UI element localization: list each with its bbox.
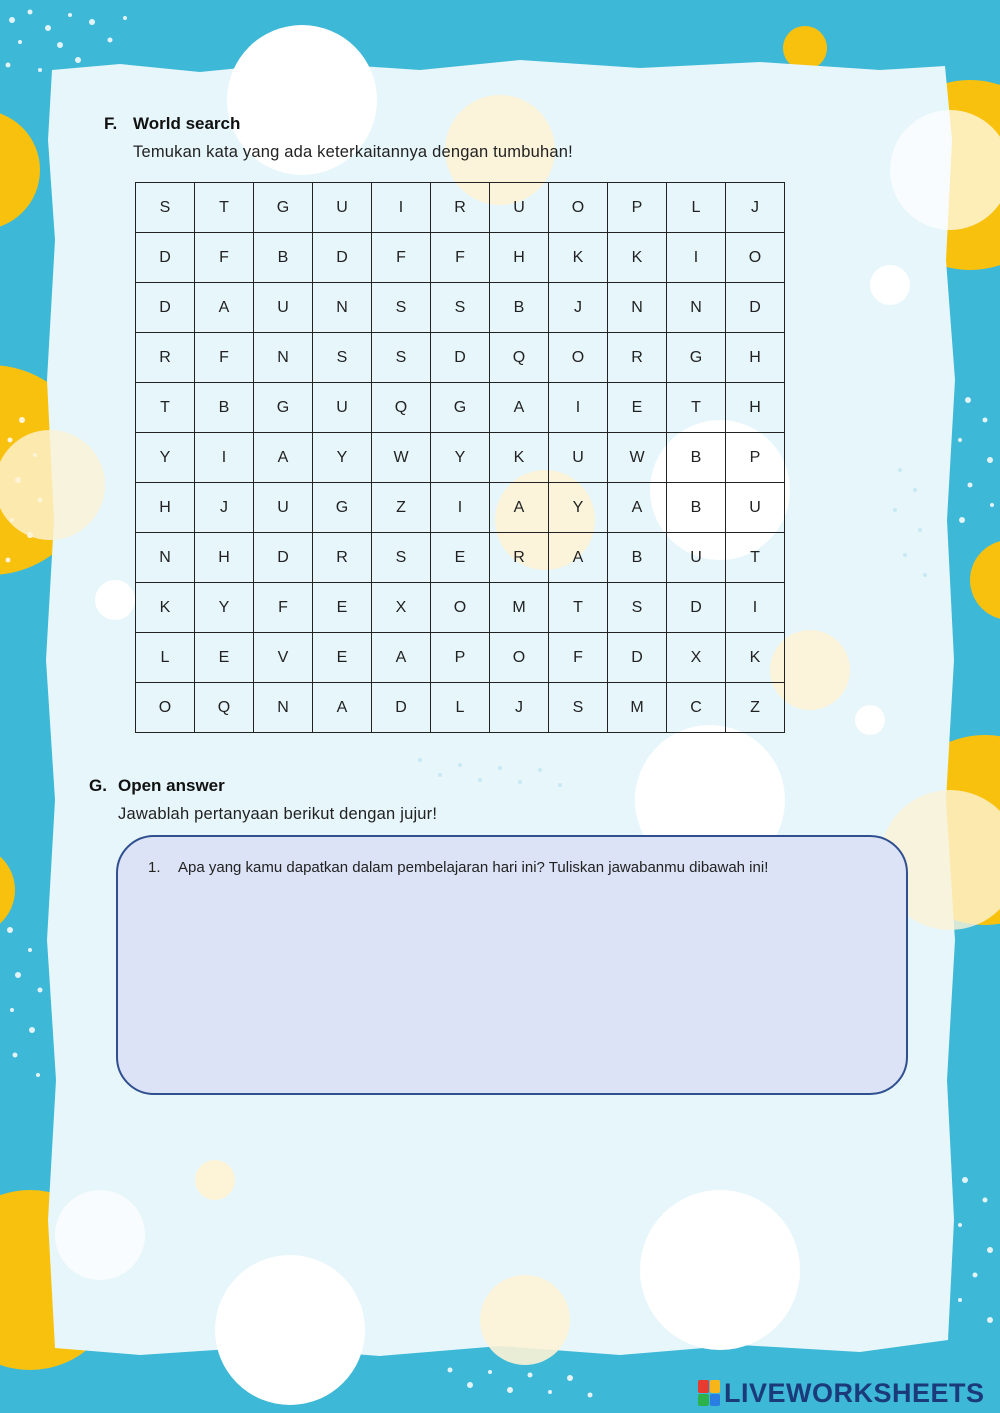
grid-row <box>136 433 785 483</box>
grid-cell[interactable]: H <box>490 233 549 283</box>
grid-cell[interactable]: A <box>608 483 667 533</box>
grid-cell[interactable]: I <box>195 433 254 483</box>
grid-cell[interactable]: A <box>254 433 313 483</box>
grid-row <box>136 383 785 433</box>
liveworksheets-logo[interactable] <box>698 1378 985 1408</box>
grid-row <box>136 683 785 733</box>
word-search-grid[interactable] <box>135 182 785 733</box>
grid-cell[interactable]: L <box>667 183 726 233</box>
grid-cell[interactable]: T <box>667 383 726 433</box>
grid-cell[interactable]: H <box>726 383 785 433</box>
grid-cell[interactable]: D <box>608 633 667 683</box>
grid-cell[interactable]: T <box>549 583 608 633</box>
grid-cell[interactable]: K <box>608 233 667 283</box>
grid-cell[interactable]: S <box>549 683 608 733</box>
grid-cell[interactable]: X <box>372 583 431 633</box>
grid-cell[interactable]: O <box>490 633 549 683</box>
section-g-instruction: Jawablah pertanyaan berikut dengan jujur! <box>118 805 438 823</box>
grid-cell[interactable]: W <box>608 433 667 483</box>
grid-cell[interactable]: K <box>549 233 608 283</box>
grid-cell[interactable]: Q <box>372 383 431 433</box>
grid-cell[interactable]: F <box>431 233 490 283</box>
grid-cell[interactable]: Y <box>195 583 254 633</box>
grid-cell[interactable]: K <box>726 633 785 683</box>
section-f-title: World search <box>133 114 241 133</box>
grid-cell[interactable]: O <box>549 183 608 233</box>
grid-cell[interactable]: I <box>431 483 490 533</box>
grid-cell[interactable]: J <box>195 483 254 533</box>
grid-cell[interactable]: P <box>431 633 490 683</box>
grid-cell[interactable]: B <box>667 433 726 483</box>
grid-cell[interactable]: U <box>254 483 313 533</box>
grid-cell[interactable]: V <box>254 633 313 683</box>
open-answer-box[interactable] <box>116 835 908 1095</box>
grid-cell[interactable]: Q <box>195 683 254 733</box>
grid-cell[interactable]: U <box>254 283 313 333</box>
grid-cell[interactable]: U <box>313 183 372 233</box>
answer-text-area[interactable] <box>148 889 876 1069</box>
grid-cell[interactable]: D <box>136 233 195 283</box>
grid-cell[interactable]: R <box>608 333 667 383</box>
grid-cell[interactable]: E <box>431 533 490 583</box>
grid-cell[interactable]: E <box>313 583 372 633</box>
section-g-letter: G. <box>89 776 107 795</box>
section-g-title: Open answer <box>118 776 225 795</box>
grid-row <box>136 183 785 233</box>
grid-row <box>136 283 785 333</box>
grid-cell[interactable]: U <box>667 533 726 583</box>
grid-cell[interactable]: G <box>431 383 490 433</box>
grid-cell[interactable]: W <box>372 433 431 483</box>
grid-cell[interactable]: M <box>490 583 549 633</box>
grid-cell[interactable]: B <box>195 383 254 433</box>
grid-cell[interactable]: N <box>313 283 372 333</box>
grid-cell[interactable]: G <box>313 483 372 533</box>
grid-cell[interactable]: P <box>608 183 667 233</box>
grid-cell[interactable]: S <box>608 583 667 633</box>
grid-cell[interactable]: S <box>313 333 372 383</box>
grid-cell[interactable]: R <box>136 333 195 383</box>
grid-cell[interactable]: U <box>313 383 372 433</box>
grid-cell[interactable]: C <box>667 683 726 733</box>
grid-cell[interactable]: A <box>490 383 549 433</box>
grid-cell[interactable]: L <box>136 633 195 683</box>
grid-row <box>136 233 785 283</box>
grid-cell[interactable]: R <box>313 533 372 583</box>
grid-cell[interactable]: U <box>490 183 549 233</box>
grid-cell[interactable]: Z <box>726 683 785 733</box>
grid-cell[interactable]: M <box>608 683 667 733</box>
grid-cell[interactable]: Q <box>490 333 549 383</box>
grid-cell[interactable]: S <box>372 533 431 583</box>
grid-cell[interactable]: S <box>372 333 431 383</box>
grid-cell[interactable]: G <box>667 333 726 383</box>
grid-cell[interactable]: D <box>254 533 313 583</box>
grid-cell[interactable]: I <box>549 383 608 433</box>
grid-cell[interactable]: E <box>313 633 372 683</box>
grid-cell[interactable]: N <box>254 333 313 383</box>
grid-cell[interactable]: N <box>608 283 667 333</box>
grid-cell[interactable]: S <box>372 283 431 333</box>
grid-row <box>136 483 785 533</box>
grid-cell[interactable]: G <box>254 383 313 433</box>
grid-cell[interactable]: H <box>726 333 785 383</box>
grid-cell[interactable]: F <box>195 333 254 383</box>
grid-cell[interactable]: F <box>372 233 431 283</box>
grid-cell[interactable]: E <box>608 383 667 433</box>
grid-cell[interactable]: T <box>726 533 785 583</box>
grid-cell[interactable]: B <box>667 483 726 533</box>
grid-cell[interactable]: T <box>136 383 195 433</box>
grid-row <box>136 333 785 383</box>
grid-cell[interactable]: L <box>431 683 490 733</box>
grid-cell[interactable]: Y <box>431 433 490 483</box>
question-number: 1. <box>148 859 161 876</box>
grid-cell[interactable]: Z <box>372 483 431 533</box>
grid-cell[interactable]: T <box>195 183 254 233</box>
grid-cell[interactable]: A <box>313 683 372 733</box>
grid-cell[interactable]: A <box>490 483 549 533</box>
grid-cell[interactable]: E <box>195 633 254 683</box>
grid-cell[interactable]: F <box>195 233 254 283</box>
grid-cell[interactable]: U <box>549 433 608 483</box>
grid-cell[interactable]: O <box>726 233 785 283</box>
grid-cell[interactable]: R <box>490 533 549 583</box>
grid-cell[interactable]: Y <box>136 433 195 483</box>
grid-cell[interactable]: H <box>195 533 254 583</box>
grid-cell[interactable]: D <box>431 333 490 383</box>
grid-cell[interactable]: I <box>372 183 431 233</box>
grid-cell[interactable]: O <box>549 333 608 383</box>
grid-cell[interactable]: B <box>608 533 667 583</box>
grid-cell[interactable]: O <box>431 583 490 633</box>
grid-cell[interactable]: A <box>195 283 254 333</box>
grid-cell[interactable]: J <box>726 183 785 233</box>
grid-cell[interactable]: R <box>431 183 490 233</box>
grid-row <box>136 633 785 683</box>
grid-cell[interactable]: D <box>667 583 726 633</box>
grid-cell[interactable]: N <box>254 683 313 733</box>
grid-cell[interactable]: D <box>726 283 785 333</box>
grid-cell[interactable]: U <box>726 483 785 533</box>
grid-cell[interactable]: H <box>136 483 195 533</box>
grid-cell[interactable]: B <box>254 233 313 283</box>
grid-cell[interactable]: F <box>549 633 608 683</box>
grid-cell[interactable]: J <box>490 683 549 733</box>
grid-cell[interactable]: Y <box>549 483 608 533</box>
grid-cell[interactable]: A <box>549 533 608 583</box>
grid-cell[interactable]: X <box>667 633 726 683</box>
grid-row <box>136 583 785 633</box>
grid-cell[interactable]: F <box>254 583 313 633</box>
grid-cell[interactable]: P <box>726 433 785 483</box>
grid-cell[interactable]: D <box>372 683 431 733</box>
grid-cell[interactable]: I <box>726 583 785 633</box>
grid-cell[interactable]: B <box>490 283 549 333</box>
section-f-letter: F. <box>104 114 118 133</box>
grid-row <box>136 533 785 583</box>
grid-cell[interactable]: D <box>136 283 195 333</box>
grid-cell[interactable]: S <box>136 183 195 233</box>
grid-cell[interactable]: A <box>372 633 431 683</box>
grid-cell[interactable]: J <box>549 283 608 333</box>
section-f-instruction: Temukan kata yang ada keterkaitannya dengan tumbuhan! <box>133 143 573 161</box>
grid-cell[interactable]: N <box>136 533 195 583</box>
grid-cell[interactable]: Y <box>313 433 372 483</box>
grid-cell[interactable]: N <box>667 283 726 333</box>
grid-cell[interactable]: G <box>254 183 313 233</box>
question-text: Apa yang kamu dapatkan dalam pembelajaran hari ini? Tuliskan jawabanmu dibawah ini! <box>178 859 769 876</box>
grid-cell[interactable]: S <box>431 283 490 333</box>
grid-cell[interactable]: K <box>136 583 195 633</box>
grid-cell[interactable]: O <box>136 683 195 733</box>
grid-cell[interactable]: D <box>313 233 372 283</box>
logo-text: LIVEWORKSHEETS <box>724 1377 985 1408</box>
liveworksheets-logo-icon <box>698 1380 720 1406</box>
grid-cell[interactable]: K <box>490 433 549 483</box>
grid-cell[interactable]: I <box>667 233 726 283</box>
